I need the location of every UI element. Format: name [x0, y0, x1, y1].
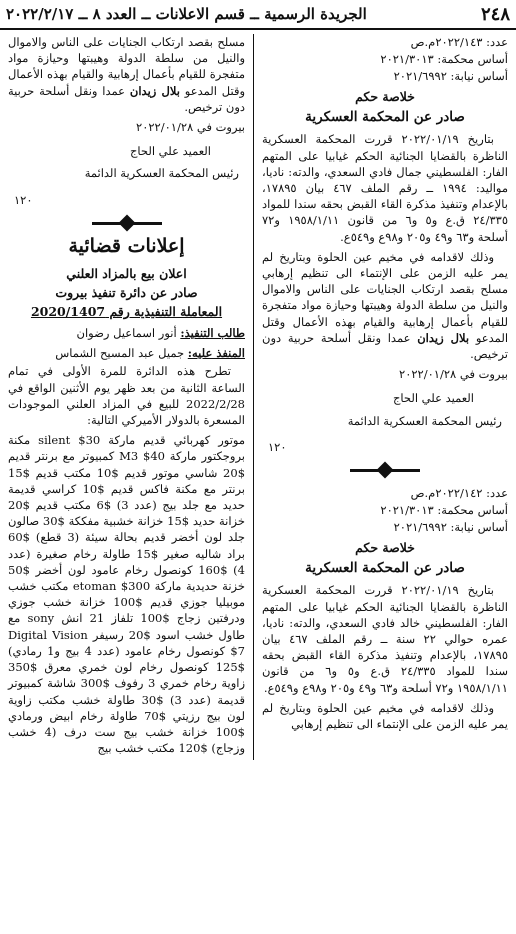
case1-subtitle: صادر عن المحكمة العسكرية: [305, 109, 465, 126]
continuation-tail: عمدا ونقل أسلحة حربية دون ترخيص.: [8, 83, 245, 114]
case1-reason-tail: عمدا ونقل أسلحة حربية دون ترخيص.: [262, 330, 508, 362]
case1-prosecution-basis: أساس نيابة: ٢٠٢١/٦٩٩٢: [393, 69, 508, 83]
ad-items: موتور كهربائي قديم ماركة silent $30 مكنة بروجكتور ماركة M3 $40 كمبيوتر مع برنتر قديم $20 شاسي موتور قديم $10 مكتب قديم $15 برنتر مع مكنة فاكس قديم $10 كراسي قديمة حديد مع جلد بيج (عدد 3) $6 مكتب قديم $20 خزانة حديد $15 خزانة خشبية مفككة $30 صالون جلد لون أخضر قديم بحالة سيئة (3 قطع) $60 براد شاليه صغير $15 طاولة رخام صغيرة (عدد 4) $160 كونصول رخام عامود لون أخضر $50 خزنة حديدية ماركة etoman $300 مكتب خشب موبيليا جوزي قديم $100 خزانة خشب جوزي ودرفتين زجاج $100 تلفاز 21 انش sony مع طاول خشب اسود $20 رسيفر Digital Vision $7 كونصول رخام عامود (عدد 4 بيج و1 رمادي) $125 كونصول رخام لون خمري معرق $350 زاوية رخام خمري 3 رفوف $300 شاشة كمبيوتر قديمة (عدد 3) $30 طاولة خشب مكتب زاوية لون بيج رزيتي $70 طاولة رخام ابيض ورمادي $100 خزانة خشب بيج ست درف (4 خشب وزجاج) $120 مكتب خشب بيج: [8, 433, 246, 756]
page-number: ٢٤٨: [480, 3, 510, 25]
case2-reason: وذلك لاقدامه في مخيم عين الحلوة وبتاريخ لم يمر عليه الزمن على الإنتماء الى تنظيم إرهابي: [262, 700, 508, 732]
left-signature: [8, 119, 245, 182]
applicant-name: أنور اسماعيل رضوان: [76, 326, 177, 341]
case2-title: خلاصة حكم: [355, 540, 415, 556]
case2-court-basis: أساس محكمة: ٢٠٢١/٣٠١٣: [380, 503, 508, 518]
case1-reason: [262, 249, 508, 362]
left-column: [0, 34, 254, 760]
ad-heading: [8, 264, 245, 321]
case1-meta: [262, 34, 508, 85]
case1-signature: [262, 366, 508, 429]
divider: [350, 465, 420, 475]
page-header: [0, 0, 516, 30]
ad-case-number: المعاملة التنفيذية رقم 2020/1407: [30, 304, 223, 320]
right-column: [254, 34, 516, 760]
ad-title: اعلان بيع بالمزاد العلني: [66, 266, 187, 282]
section-title: إعلانات قضائية: [68, 234, 185, 257]
left-date: بيروت في ٢٠٢٢/٠١/٢٨: [136, 120, 245, 135]
case1-title: خلاصة حكم: [355, 89, 415, 104]
case1-court-basis: أساس محكمة: ٢٠٢١/٣٠١٣: [380, 52, 508, 66]
continuation-text: مسلح بقصد ارتكاب الجنايات على الناس والاموال والنيل من سلطة الدولة وهيبتها وحيازة مواد متفجرة للقيام بأعمال إرهابية والقيام بهذه الأعمال وقتل المدعو: [8, 35, 246, 98]
continuation: [8, 34, 245, 115]
ad-intro: تطرح هذه الدائرة للمرة الأولى في تمام الساعة الثانية من بعد ظهر يوم الأثنين الواقع في 2022/2/28 للبيع في المزاد العلني الموجودات المسعرة بالدولار الأميركي التالية:: [8, 364, 245, 428]
left-signer: العميد علي الحاج: [129, 144, 211, 159]
case1-reason-text: وذلك لاقدامه في مخيم عين الحلوة وبتاريخ لم يمر عليه الزمن على الإنتماء الى تنظيم إرهابي مسلح بقصد ارتكاب الجنايات على الناس والاموال والنيل من سلطة الدولة وهيبتها وحيازة مواد متفجرة للقيام بأعمال إرهابية والقيام بهذه الأعمال وقتل المدعو: [262, 249, 509, 345]
respondent: [8, 345, 245, 361]
victim-name: بلال زيدان: [417, 330, 470, 345]
case2-verdict: بتاريخ ٢٠٢٢/٠١/١٩ قررت المحكمة العسكرية الناظرة بالقضايا الجنائية الحكم غيابيا على المتهم الفار: الفلسطيني خالد فادي السعدي، والدته: ناديا، عمره حوالي ٢٢ سنة ــ رقم الملف ٤٦٧ بيان ١٧٨٩٥، بالإعدام وتنفيذ مذكرة القاء القبض بحقه سندا للمواد ٢٤/٣٣٥ ق.ع و٥ و٦ من قانون ١٩٥٨/١/١١ و٧٢ أسلحة و٦٣ و٤٩ و٢٠٥ و٩٨ع و٥٤٩ع.: [262, 583, 508, 695]
respondent-name: جميل عبد المسيح الشماس: [55, 346, 185, 361]
running-title: الجريدة الرسمية ــ قسم الاعلانات ــ العدد ٨ ــ ٢٠٢٢/٢/١٧: [6, 5, 367, 23]
left-role: رئيس المحكمة العسكرية الدائمة: [84, 166, 239, 181]
applicant: [8, 325, 245, 341]
ad-issuer: صادر عن دائرة تنفيذ بيروت: [55, 285, 198, 301]
case1-verdict: بتاريخ ٢٠٢٢/٠١/١٩ قررت المحكمة العسكرية الناظرة بالقضايا الجنائية الحكم غيابيا على المتهم الفار: الفلسطيني جمال فادي السعدي، والدته: ناديا، مواليد: ١٩٩٤ ــ رقم الملف ٤٦٧ بيان ١٧٨٩٥، بالإعدام وتنفيذ مذكرة القاء القبض بحقه سندا للمواد ٢٤/٣٣٥ ق.ع و٥ و٦ من قانون ١٩٥٨/١/١١ و٧٢ أسلحة و٦٣ و٤٩ و٢٠٥ و٩٨ع و٥٤٩ع.: [262, 132, 508, 244]
applicant-label: طالب التنفيذ:: [180, 326, 245, 341]
case1-signer: العميد علي الحاج: [392, 391, 474, 406]
continuation-name: بلال زيدان: [129, 83, 180, 98]
case2-subtitle: صادر عن المحكمة العسكرية: [305, 560, 465, 577]
case2-meta: [262, 485, 508, 536]
case2-number: عدد: ٢٠٢٢/١٤٢م.ص: [410, 486, 508, 501]
case1-serial: ١٢٠: [268, 439, 287, 454]
case1-role: رئيس المحكمة العسكرية الدائمة: [347, 413, 502, 428]
columns: [0, 34, 516, 760]
case1-number: عدد: ٢٠٢٢/١٤٣م.ص: [410, 35, 508, 49]
case1-date: بيروت في ٢٠٢٢/٠١/٢٨: [399, 367, 508, 382]
respondent-label: المنفذ عليه:: [187, 346, 245, 361]
left-serial: ١٢٠: [14, 192, 33, 207]
divider: [92, 218, 162, 228]
case2-prosecution-basis: أساس نيابة: ٢٠٢١/٦٩٩٢: [393, 520, 508, 535]
